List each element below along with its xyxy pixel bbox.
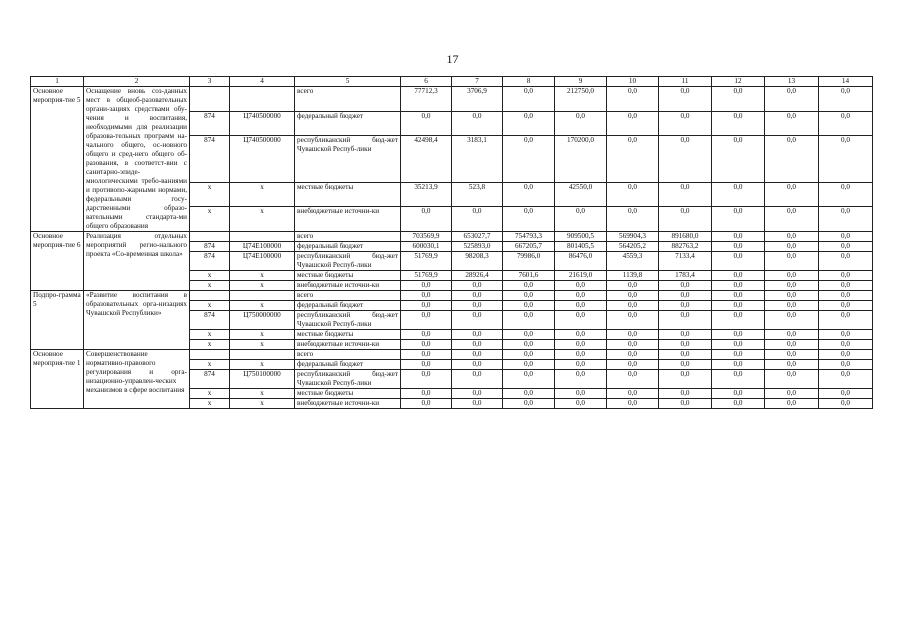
table-body bbox=[31, 87, 873, 409]
amount-cell: 0,0 bbox=[819, 111, 873, 136]
amount-cell: 0,0 bbox=[452, 370, 503, 389]
target-code-cell: х bbox=[230, 399, 295, 409]
table-row bbox=[31, 232, 873, 242]
target-code-cell: х bbox=[230, 281, 295, 291]
amount-cell: 0,0 bbox=[765, 291, 819, 301]
amount-cell: 0,0 bbox=[503, 330, 555, 340]
amount-cell: 0,0 bbox=[607, 370, 659, 389]
target-code-cell: Ц74Е100000 bbox=[230, 242, 295, 252]
target-code-cell: х bbox=[230, 330, 295, 340]
funding-source-cell: местные бюджеты bbox=[295, 389, 401, 399]
amount-cell: 0,0 bbox=[712, 87, 765, 112]
column-number-cell: 13 bbox=[765, 77, 819, 87]
column-number-cell: 9 bbox=[555, 77, 607, 87]
amount-cell: 0,0 bbox=[401, 291, 452, 301]
amount-cell: 0,0 bbox=[607, 350, 659, 360]
amount-cell: 0,0 bbox=[607, 311, 659, 330]
target-code-cell: Ц740500000 bbox=[230, 136, 295, 183]
column-number-cell: 6 bbox=[401, 77, 452, 87]
amount-cell: 0,0 bbox=[765, 182, 819, 207]
amount-cell: 0,0 bbox=[819, 87, 873, 112]
amount-cell: 0,0 bbox=[712, 207, 765, 232]
target-code-cell: Ц74Е100000 bbox=[230, 252, 295, 271]
table-row bbox=[31, 291, 873, 301]
amount-cell: 0,0 bbox=[712, 271, 765, 281]
amount-cell: 0,0 bbox=[607, 291, 659, 301]
amount-cell: 0,0 bbox=[659, 311, 712, 330]
amount-cell: 0,0 bbox=[503, 370, 555, 389]
amount-cell: 0,0 bbox=[712, 232, 765, 242]
amount-cell: 0,0 bbox=[555, 111, 607, 136]
funding-source-cell: федеральный бюджет bbox=[295, 242, 401, 252]
amount-cell: 0,0 bbox=[607, 207, 659, 232]
amount-cell: 0,0 bbox=[712, 111, 765, 136]
target-code-cell: х bbox=[230, 301, 295, 311]
amount-cell: 0,0 bbox=[712, 291, 765, 301]
target-code-cell bbox=[230, 350, 295, 360]
amount-cell: 0,0 bbox=[503, 111, 555, 136]
amount-cell: 0,0 bbox=[819, 330, 873, 340]
amount-cell: 0,0 bbox=[555, 281, 607, 291]
amount-cell: 0,0 bbox=[765, 232, 819, 242]
admin-code-cell: х bbox=[190, 301, 230, 311]
amount-cell: 0,0 bbox=[712, 182, 765, 207]
target-code-cell: х bbox=[230, 340, 295, 350]
amount-cell: 0,0 bbox=[712, 330, 765, 340]
amount-cell: 0,0 bbox=[503, 207, 555, 232]
amount-cell: 0,0 bbox=[659, 136, 712, 183]
amount-cell: 0,0 bbox=[503, 291, 555, 301]
amount-cell: 0,0 bbox=[659, 340, 712, 350]
activity-description-cell: «Развитие воспитания в образовательных орга-низациях Чувашской Республики» bbox=[84, 291, 190, 350]
column-number-cell: 11 bbox=[659, 77, 712, 87]
column-number-cell: 4 bbox=[230, 77, 295, 87]
amount-cell: 0,0 bbox=[659, 350, 712, 360]
amount-cell: 0,0 bbox=[819, 389, 873, 399]
amount-cell: 0,0 bbox=[503, 301, 555, 311]
column-number-cell: 2 bbox=[84, 77, 190, 87]
amount-cell: 0,0 bbox=[401, 207, 452, 232]
amount-cell: 0,0 bbox=[712, 360, 765, 370]
amount-cell: 0,0 bbox=[659, 301, 712, 311]
amount-cell: 801405,5 bbox=[555, 242, 607, 252]
funding-source-cell: внебюджетные источни-ки bbox=[295, 281, 401, 291]
funding-source-cell: местные бюджеты bbox=[295, 182, 401, 207]
amount-cell: 0,0 bbox=[712, 301, 765, 311]
amount-cell: 0,0 bbox=[452, 340, 503, 350]
activity-description-cell: Совершенствование нормативно-правового регулирования и орга-низационно-управлен-ческих механизмов в сфере воспитания bbox=[84, 350, 190, 409]
amount-cell: 35213,9 bbox=[401, 182, 452, 207]
amount-cell: 0,0 bbox=[712, 350, 765, 360]
admin-code-cell bbox=[190, 291, 230, 301]
amount-cell: 7601,6 bbox=[503, 271, 555, 281]
amount-cell: 0,0 bbox=[401, 389, 452, 399]
amount-cell: 51769,9 bbox=[401, 271, 452, 281]
funding-source-cell: внебюджетные источни-ки bbox=[295, 207, 401, 232]
admin-code-cell: 874 bbox=[190, 311, 230, 330]
column-number-cell: 14 bbox=[819, 77, 873, 87]
target-code-cell: Ц750000000 bbox=[230, 311, 295, 330]
activity-name-cell: Основное мероприя-тие 6 bbox=[31, 232, 84, 291]
amount-cell: 0,0 bbox=[659, 87, 712, 112]
amount-cell: 0,0 bbox=[765, 360, 819, 370]
target-code-cell: х bbox=[230, 182, 295, 207]
amount-cell: 3706,9 bbox=[452, 87, 503, 112]
funding-source-cell: федеральный бюджет bbox=[295, 301, 401, 311]
amount-cell: 0,0 bbox=[503, 340, 555, 350]
amount-cell: 0,0 bbox=[659, 207, 712, 232]
admin-code-cell: х bbox=[190, 207, 230, 232]
amount-cell: 0,0 bbox=[819, 360, 873, 370]
target-code-cell: х bbox=[230, 389, 295, 399]
amount-cell: 0,0 bbox=[503, 360, 555, 370]
amount-cell: 667205,7 bbox=[503, 242, 555, 252]
amount-cell: 0,0 bbox=[503, 350, 555, 360]
amount-cell: 0,0 bbox=[555, 350, 607, 360]
amount-cell: 170200,0 bbox=[555, 136, 607, 183]
amount-cell: 0,0 bbox=[819, 207, 873, 232]
amount-cell: 891680,0 bbox=[659, 232, 712, 242]
amount-cell: 0,0 bbox=[607, 136, 659, 183]
amount-cell: 0,0 bbox=[401, 399, 452, 409]
column-number-cell: 8 bbox=[503, 77, 555, 87]
amount-cell: 0,0 bbox=[607, 281, 659, 291]
amount-cell: 0,0 bbox=[659, 111, 712, 136]
amount-cell: 0,0 bbox=[712, 370, 765, 389]
amount-cell: 0,0 bbox=[765, 252, 819, 271]
amount-cell: 0,0 bbox=[401, 360, 452, 370]
amount-cell: 0,0 bbox=[712, 136, 765, 183]
amount-cell: 882763,2 bbox=[659, 242, 712, 252]
amount-cell: 0,0 bbox=[712, 252, 765, 271]
amount-cell: 0,0 bbox=[765, 281, 819, 291]
target-code-cell bbox=[230, 291, 295, 301]
amount-cell: 0,0 bbox=[452, 330, 503, 340]
amount-cell: 523,8 bbox=[452, 182, 503, 207]
amount-cell: 0,0 bbox=[765, 340, 819, 350]
amount-cell: 0,0 bbox=[555, 360, 607, 370]
amount-cell: 0,0 bbox=[401, 340, 452, 350]
admin-code-cell: х bbox=[190, 389, 230, 399]
amount-cell: 0,0 bbox=[659, 389, 712, 399]
amount-cell: 0,0 bbox=[765, 111, 819, 136]
column-number-row bbox=[31, 77, 873, 87]
amount-cell: 0,0 bbox=[659, 360, 712, 370]
amount-cell: 0,0 bbox=[819, 242, 873, 252]
amount-cell: 1139,8 bbox=[607, 271, 659, 281]
amount-cell: 0,0 bbox=[659, 291, 712, 301]
amount-cell: 0,0 bbox=[607, 111, 659, 136]
amount-cell: 0,0 bbox=[659, 281, 712, 291]
amount-cell: 0,0 bbox=[452, 301, 503, 311]
amount-cell: 0,0 bbox=[819, 291, 873, 301]
amount-cell: 4559,3 bbox=[607, 252, 659, 271]
amount-cell: 0,0 bbox=[555, 340, 607, 350]
amount-cell: 0,0 bbox=[503, 87, 555, 112]
amount-cell: 0,0 bbox=[555, 311, 607, 330]
admin-code-cell: 874 bbox=[190, 370, 230, 389]
amount-cell: 0,0 bbox=[607, 330, 659, 340]
admin-code-cell: х bbox=[190, 330, 230, 340]
amount-cell: 0,0 bbox=[765, 242, 819, 252]
amount-cell: 703569,9 bbox=[401, 232, 452, 242]
column-number-cell: 12 bbox=[712, 77, 765, 87]
amount-cell: 0,0 bbox=[503, 389, 555, 399]
funding-source-cell: республиканский бюд-жет Чувашской Респуб-лики bbox=[295, 311, 401, 330]
amount-cell: 0,0 bbox=[712, 399, 765, 409]
amount-cell: 0,0 bbox=[765, 207, 819, 232]
amount-cell: 0,0 bbox=[607, 399, 659, 409]
amount-cell: 564205,2 bbox=[607, 242, 659, 252]
amount-cell: 0,0 bbox=[401, 111, 452, 136]
amount-cell: 0,0 bbox=[555, 389, 607, 399]
target-code-cell: х bbox=[230, 207, 295, 232]
amount-cell: 0,0 bbox=[555, 291, 607, 301]
budget-table bbox=[30, 76, 873, 409]
amount-cell: 754793,3 bbox=[503, 232, 555, 242]
amount-cell: 0,0 bbox=[819, 340, 873, 350]
amount-cell: 0,0 bbox=[765, 311, 819, 330]
amount-cell: 0,0 bbox=[607, 182, 659, 207]
amount-cell: 0,0 bbox=[765, 87, 819, 112]
amount-cell: 0,0 bbox=[401, 350, 452, 360]
amount-cell: 21619,0 bbox=[555, 271, 607, 281]
amount-cell: 600030,1 bbox=[401, 242, 452, 252]
amount-cell: 0,0 bbox=[712, 311, 765, 330]
admin-code-cell: 874 bbox=[190, 111, 230, 136]
amount-cell: 0,0 bbox=[765, 330, 819, 340]
amount-cell: 0,0 bbox=[555, 207, 607, 232]
amount-cell: 0,0 bbox=[503, 281, 555, 291]
funding-source-cell: внебюджетные источни-ки bbox=[295, 399, 401, 409]
amount-cell: 0,0 bbox=[452, 291, 503, 301]
funding-source-cell: республиканский бюд-жет Чувашской Респуб-лики bbox=[295, 136, 401, 183]
amount-cell: 0,0 bbox=[401, 311, 452, 330]
amount-cell: 0,0 bbox=[765, 301, 819, 311]
funding-source-cell: всего bbox=[295, 232, 401, 242]
admin-code-cell: 874 bbox=[190, 136, 230, 183]
amount-cell: 1783,4 bbox=[659, 271, 712, 281]
amount-cell: 0,0 bbox=[819, 350, 873, 360]
amount-cell: 0,0 bbox=[555, 330, 607, 340]
admin-code-cell: х bbox=[190, 271, 230, 281]
amount-cell: 569904,3 bbox=[607, 232, 659, 242]
amount-cell: 0,0 bbox=[607, 87, 659, 112]
amount-cell: 0,0 bbox=[555, 399, 607, 409]
funding-source-cell: внебюджетные источни-ки bbox=[295, 340, 401, 350]
funding-source-cell: федеральный бюджет bbox=[295, 111, 401, 136]
amount-cell: 909500,5 bbox=[555, 232, 607, 242]
amount-cell: 0,0 bbox=[503, 311, 555, 330]
amount-cell: 0,0 bbox=[401, 330, 452, 340]
admin-code-cell: х bbox=[190, 340, 230, 350]
funding-source-cell: всего bbox=[295, 87, 401, 112]
amount-cell: 0,0 bbox=[452, 111, 503, 136]
amount-cell: 0,0 bbox=[712, 281, 765, 291]
amount-cell: 77712,3 bbox=[401, 87, 452, 112]
admin-code-cell bbox=[190, 232, 230, 242]
amount-cell: 0,0 bbox=[712, 340, 765, 350]
activity-name-cell: Основное мероприя-тие 1 bbox=[31, 350, 84, 409]
admin-code-cell: 874 bbox=[190, 252, 230, 271]
funding-source-cell: местные бюджеты bbox=[295, 330, 401, 340]
amount-cell: 3183,1 bbox=[452, 136, 503, 183]
amount-cell: 0,0 bbox=[659, 399, 712, 409]
amount-cell: 0,0 bbox=[452, 399, 503, 409]
funding-source-cell: местные бюджеты bbox=[295, 271, 401, 281]
target-code-cell: х bbox=[230, 271, 295, 281]
funding-source-cell: федеральный бюджет bbox=[295, 360, 401, 370]
amount-cell: 0,0 bbox=[607, 360, 659, 370]
amount-cell: 0,0 bbox=[712, 389, 765, 399]
column-number-cell: 5 bbox=[295, 77, 401, 87]
funding-source-cell: всего bbox=[295, 291, 401, 301]
amount-cell: 0,0 bbox=[712, 242, 765, 252]
amount-cell: 0,0 bbox=[503, 182, 555, 207]
amount-cell: 0,0 bbox=[765, 350, 819, 360]
amount-cell: 0,0 bbox=[819, 136, 873, 183]
activity-name-cell: Подпро-грамма 5 bbox=[31, 291, 84, 350]
admin-code-cell: х bbox=[190, 360, 230, 370]
funding-source-cell: республиканский бюд-жет Чувашской Респуб-лики bbox=[295, 370, 401, 389]
admin-code-cell: х bbox=[190, 399, 230, 409]
amount-cell: 0,0 bbox=[659, 370, 712, 389]
amount-cell: 0,0 bbox=[819, 311, 873, 330]
amount-cell: 0,0 bbox=[765, 136, 819, 183]
amount-cell: 0,0 bbox=[452, 207, 503, 232]
amount-cell: 0,0 bbox=[555, 370, 607, 389]
amount-cell: 0,0 bbox=[765, 370, 819, 389]
amount-cell: 42550,0 bbox=[555, 182, 607, 207]
amount-cell: 0,0 bbox=[607, 301, 659, 311]
target-code-cell bbox=[230, 232, 295, 242]
amount-cell: 653027,7 bbox=[452, 232, 503, 242]
amount-cell: 0,0 bbox=[819, 370, 873, 389]
admin-code-cell: х bbox=[190, 281, 230, 291]
amount-cell: 79986,0 bbox=[503, 252, 555, 271]
amount-cell: 525893,0 bbox=[452, 242, 503, 252]
amount-cell: 0,0 bbox=[452, 281, 503, 291]
amount-cell: 0,0 bbox=[607, 340, 659, 350]
column-number-cell: 3 bbox=[190, 77, 230, 87]
activity-description-cell: Реализация отдельных мероприятий регио-нального проекта «Со-временная школа» bbox=[84, 232, 190, 291]
amount-cell: 0,0 bbox=[401, 281, 452, 291]
column-number-cell: 10 bbox=[607, 77, 659, 87]
activity-description-cell: Оснащение вновь соз-данных мест в общеоб-разовательных органи-зациях средствами обу-чения и воспитания, необходимыми для реализации образова-тельных программ на-чального общего, ос-новного общего и сред-него общего об-разования, в соответст-вии с санитарно-эпиде-миологическими требо-ваниями и противопо-жарными нормами, федеральными госу-дарственными образо-вательными стандарта-ми общего образования bbox=[84, 87, 190, 232]
admin-code-cell bbox=[190, 350, 230, 360]
table-row bbox=[31, 350, 873, 360]
amount-cell: 0,0 bbox=[452, 389, 503, 399]
amount-cell: 0,0 bbox=[401, 301, 452, 311]
amount-cell: 0,0 bbox=[765, 271, 819, 281]
funding-source-cell: всего bbox=[295, 350, 401, 360]
amount-cell: 0,0 bbox=[819, 281, 873, 291]
amount-cell: 28926,4 bbox=[452, 271, 503, 281]
funding-source-cell: республиканский бюд-жет Чувашской Респуб-лики bbox=[295, 252, 401, 271]
amount-cell: 0,0 bbox=[503, 136, 555, 183]
target-code-cell bbox=[230, 87, 295, 112]
amount-cell: 0,0 bbox=[819, 301, 873, 311]
amount-cell: 0,0 bbox=[452, 360, 503, 370]
amount-cell: 51769,9 bbox=[401, 252, 452, 271]
admin-code-cell bbox=[190, 87, 230, 112]
amount-cell: 0,0 bbox=[452, 350, 503, 360]
amount-cell: 0,0 bbox=[765, 389, 819, 399]
amount-cell: 0,0 bbox=[503, 399, 555, 409]
target-code-cell: Ц740500000 bbox=[230, 111, 295, 136]
amount-cell: 212750,0 bbox=[555, 87, 607, 112]
amount-cell: 7133,4 bbox=[659, 252, 712, 271]
admin-code-cell: 874 bbox=[190, 242, 230, 252]
column-number-cell: 7 bbox=[452, 77, 503, 87]
column-number-cell: 1 bbox=[31, 77, 84, 87]
amount-cell: 0,0 bbox=[401, 370, 452, 389]
admin-code-cell: х bbox=[190, 182, 230, 207]
amount-cell: 0,0 bbox=[607, 389, 659, 399]
amount-cell: 0,0 bbox=[819, 399, 873, 409]
amount-cell: 0,0 bbox=[555, 301, 607, 311]
amount-cell: 0,0 bbox=[659, 330, 712, 340]
amount-cell: 86476,0 bbox=[555, 252, 607, 271]
amount-cell: 0,0 bbox=[819, 182, 873, 207]
amount-cell: 0,0 bbox=[819, 271, 873, 281]
amount-cell: 0,0 bbox=[765, 399, 819, 409]
amount-cell: 98208,3 bbox=[452, 252, 503, 271]
target-code-cell: Ц750100000 bbox=[230, 370, 295, 389]
page-number: 17 bbox=[446, 52, 459, 66]
table-row bbox=[31, 87, 873, 112]
amount-cell: 0,0 bbox=[452, 311, 503, 330]
activity-name-cell: Основное мероприя-тие 5 bbox=[31, 87, 84, 232]
target-code-cell: х bbox=[230, 360, 295, 370]
amount-cell: 0,0 bbox=[819, 252, 873, 271]
amount-cell: 42498,4 bbox=[401, 136, 452, 183]
amount-cell: 0,0 bbox=[659, 182, 712, 207]
amount-cell: 0,0 bbox=[819, 232, 873, 242]
